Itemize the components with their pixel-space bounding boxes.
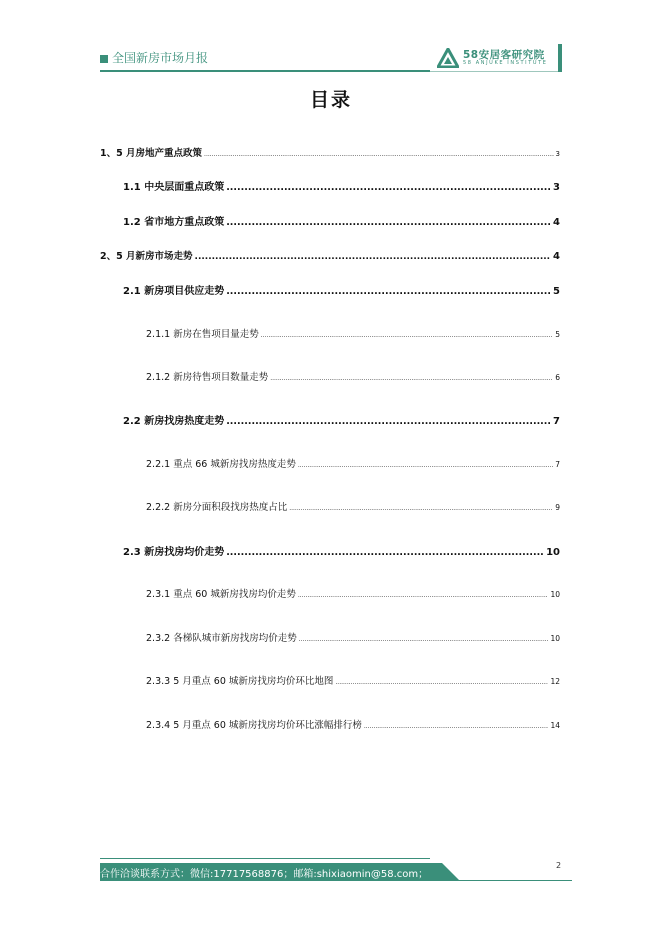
toc-leader (298, 592, 549, 599)
toc-entry-label: 2.2 新房找房热度走势 (123, 416, 225, 427)
toc-leader (226, 182, 551, 193)
toc-entry-page: 3 (555, 150, 560, 158)
contact-info: 合作洽谈联系方式：微信:17717568876；邮箱:shixiaomin@58.com； (100, 869, 429, 880)
toc-entry-1-1[interactable] (123, 178, 560, 193)
toc-entry-2[interactable] (100, 248, 560, 262)
toc-entry-page: 5 (553, 286, 560, 297)
toc-entry-2-1-2[interactable] (146, 369, 560, 383)
toc-entry-label: 2、5 月新房市场走势 (100, 251, 193, 262)
logo-subtext: 58 ANJUKE INSTITUTE (463, 60, 548, 66)
toc-entry-label: 2.3.1 重点 60 城新房找房均价走势 (146, 589, 296, 600)
toc-entry-label: 1.1 中央层面重点政策 (123, 182, 225, 193)
toc-entry-1[interactable] (100, 145, 560, 159)
toc-entry-2-3-4[interactable] (146, 717, 560, 731)
toc-entry-label: 2.1 新房项目供应走势 (123, 286, 225, 297)
toc-entry-label: 1、5 月房地产重点政策 (100, 148, 203, 159)
toc-entry-label: 2.1.2 新房待售项目数量走势 (146, 372, 269, 383)
toc-entry-page: 5 (555, 330, 560, 339)
toc-entry-page: 4 (553, 217, 560, 228)
toc-leader (289, 505, 553, 512)
page-number: 2 (556, 861, 562, 870)
page-footer (100, 858, 572, 886)
toc-entry-page: 3 (553, 182, 560, 193)
toc-entry-label: 2.2.2 新房分面积段找房热度占比 (146, 502, 288, 513)
toc-entry-2-3-2[interactable] (146, 630, 560, 644)
footer-top-rule (100, 858, 430, 859)
toc-entry-page: 10 (546, 547, 560, 558)
toc-leader (226, 286, 551, 297)
toc-entry-page: 7 (553, 416, 560, 427)
toc-entry-label: 2.3.3 5 月重点 60 城新房找房均价环比地图 (146, 676, 334, 687)
toc-entry-2-2[interactable] (123, 412, 560, 427)
toc-leader (299, 636, 549, 643)
toc-leader (261, 332, 554, 339)
toc-leader (226, 547, 544, 558)
toc-leader (270, 375, 553, 382)
toc-entry-label: 2.1.1 新房在售项目量走势 (146, 329, 259, 340)
header-rule (100, 70, 430, 72)
toc-entry-page: 6 (555, 373, 560, 382)
toc-entry-page: 7 (555, 460, 560, 469)
logo-triangle-icon (437, 48, 459, 68)
toc-entry-page: 10 (550, 590, 560, 599)
toc-entry-2-1-1[interactable] (146, 326, 560, 340)
toc-entry-page: 4 (553, 251, 560, 262)
page-header (100, 44, 570, 74)
toc-heading: 目录 (309, 89, 352, 111)
footer-rule (100, 880, 572, 881)
header-square-icon (100, 55, 108, 63)
toc-entry-label: 1.2 省市地方重点政策 (123, 217, 225, 228)
logo-text: 58安居客研究院 (463, 49, 545, 61)
toc-entry-page: 14 (550, 721, 560, 730)
toc-entry-label: 2.3.2 各梯队城市新房找房均价走势 (146, 633, 297, 644)
toc-entry-label: 2.3 新房找房均价走势 (123, 547, 225, 558)
institute-logo (437, 47, 557, 69)
toc-leader (364, 723, 549, 730)
toc-entry-2-2-1[interactable] (146, 456, 560, 470)
toc-entry-2-3[interactable] (123, 543, 560, 558)
header-vertical-bar (558, 44, 562, 72)
toc-leader (298, 462, 553, 469)
toc-leader (204, 151, 554, 158)
toc-leader (335, 679, 548, 686)
toc-leader (226, 416, 551, 427)
toc-entry-label: 2.3.4 5 月重点 60 城新房找房均价环比涨幅排行榜 (146, 720, 362, 731)
toc-entry-page: 9 (555, 503, 560, 512)
toc-entry-2-3-1[interactable] (146, 586, 560, 600)
toc-leader (226, 217, 551, 228)
header-rule-thin (430, 71, 560, 72)
toc-entry-2-3-3[interactable] (146, 673, 560, 687)
toc-entry-2-2-2[interactable] (146, 499, 560, 513)
toc-entry-1-2[interactable] (123, 213, 560, 228)
report-title: 全国新房市场月报 (112, 51, 209, 65)
toc-entry-page: 10 (550, 634, 560, 643)
toc-entry-label: 2.2.1 重点 66 城新房找房热度走势 (146, 459, 296, 470)
toc-entry-2-1[interactable] (123, 282, 560, 297)
toc-entry-page: 12 (550, 677, 560, 686)
toc-leader (195, 252, 552, 262)
